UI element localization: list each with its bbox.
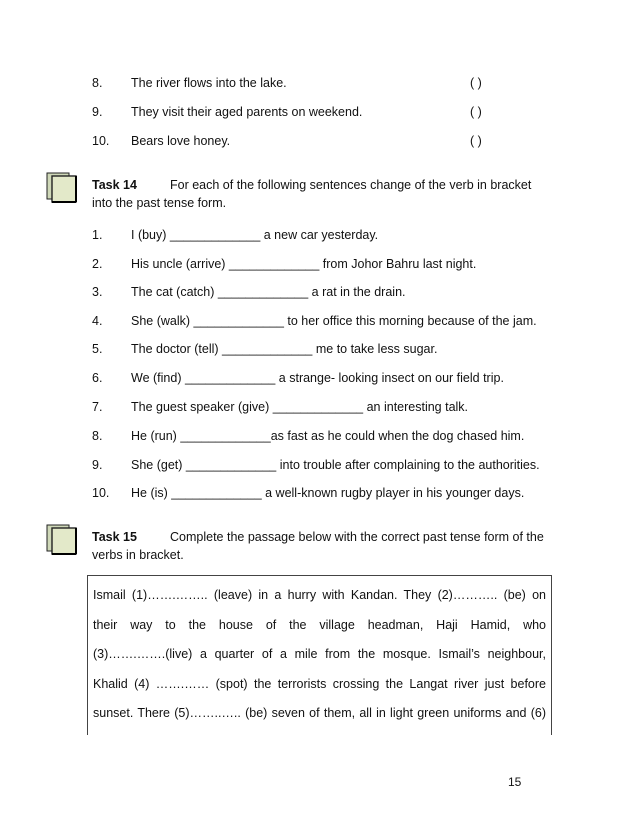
- task14-item: [0, 283, 638, 301]
- review-item-8: [0, 74, 638, 92]
- item-number: 8.: [92, 76, 103, 90]
- item-sentence: She (walk) _____________ to her office this morning because of the jam.: [131, 314, 537, 328]
- passage-line: (3)…….…….(live) a quarter of a mile from the mosque. Ismail’s neighbour,: [93, 647, 546, 661]
- item-sentence: The cat (catch) _____________ a rat in the drain.: [131, 285, 406, 299]
- item-number: 5.: [92, 342, 103, 356]
- review-item-10: [0, 132, 638, 150]
- item-sentence: I (buy) _____________ a new car yesterday.: [131, 228, 379, 242]
- item-number: 4.: [92, 314, 103, 328]
- item-number: 9.: [92, 105, 103, 119]
- task-instruction-cont: into the past tense form.: [92, 196, 227, 210]
- item-sentence: We (find) _____________ a strange- looking insect on our field trip.: [131, 371, 504, 385]
- task14-item: [0, 427, 638, 445]
- item-number: 1.: [92, 228, 103, 242]
- task14-item: [0, 369, 638, 387]
- answer-bracket: ( ): [470, 105, 482, 119]
- answer-bracket: ( ): [470, 76, 482, 90]
- task-14-heading: [92, 176, 547, 212]
- task-15-heading: [92, 528, 547, 564]
- item-number: 2.: [92, 257, 103, 271]
- task14-item: [0, 484, 638, 502]
- task14-item: [0, 456, 638, 474]
- item-sentence: He (run) _____________as fast as he could when the dog chased him.: [131, 429, 525, 443]
- task14-item: [0, 340, 638, 358]
- item-number: 10.: [92, 486, 110, 500]
- item-sentence: They visit their aged parents on weekend.: [131, 105, 363, 119]
- task14-item: [0, 226, 638, 244]
- item-sentence: His uncle (arrive) _____________ from Johor Bahru last night.: [131, 257, 477, 271]
- item-sentence: The guest speaker (give) _____________ an interesting talk.: [131, 400, 469, 414]
- item-number: 3.: [92, 285, 103, 299]
- task-instruction-cont: verbs in bracket.: [92, 548, 184, 562]
- item-sentence: The doctor (tell) _____________ me to take less sugar.: [131, 342, 438, 356]
- notebook-icon: [46, 172, 80, 204]
- task14-item: [0, 398, 638, 416]
- answer-bracket: ( ): [470, 134, 482, 148]
- passage-line: Ismail (1)…….…….. (leave) in a hurry with Kandan. They (2)……….. (be) on: [93, 588, 546, 602]
- task-instruction: For each of the following sentences change of the verb in bracket: [170, 178, 532, 192]
- item-sentence: Bears love honey.: [131, 134, 231, 148]
- page-number: 15: [508, 775, 522, 789]
- task-instruction: Complete the passage below with the correct past tense form of the: [170, 530, 544, 544]
- passage-line: their way to the house of the village headman, Haji Hamid, who: [93, 617, 546, 632]
- passage-line: Khalid (4) …….…… (spot) the terrorists crossing the Langat river just before: [93, 676, 546, 691]
- passage-box: [87, 575, 552, 735]
- item-sentence: She (get) _____________ into trouble after complaining to the authorities.: [131, 458, 540, 472]
- item-number: 8.: [92, 429, 103, 443]
- item-number: 10.: [92, 134, 110, 148]
- notebook-icon: [46, 524, 80, 556]
- passage-line: sunset. There (5)……..….. (be) seven of them, all in light green uniforms and (6): [93, 706, 546, 720]
- item-number: 6.: [92, 371, 103, 385]
- task14-item: [0, 312, 638, 330]
- item-sentence: He (is) _____________ a well-known rugby player in his younger days.: [131, 486, 525, 500]
- item-number: 9.: [92, 458, 103, 472]
- item-sentence: The river flows into the lake.: [131, 76, 287, 90]
- task-label: Task 14: [92, 178, 137, 192]
- task-label: Task 15: [92, 530, 137, 544]
- item-number: 7.: [92, 400, 103, 414]
- review-item-9: [0, 103, 638, 121]
- task14-item: [0, 255, 638, 273]
